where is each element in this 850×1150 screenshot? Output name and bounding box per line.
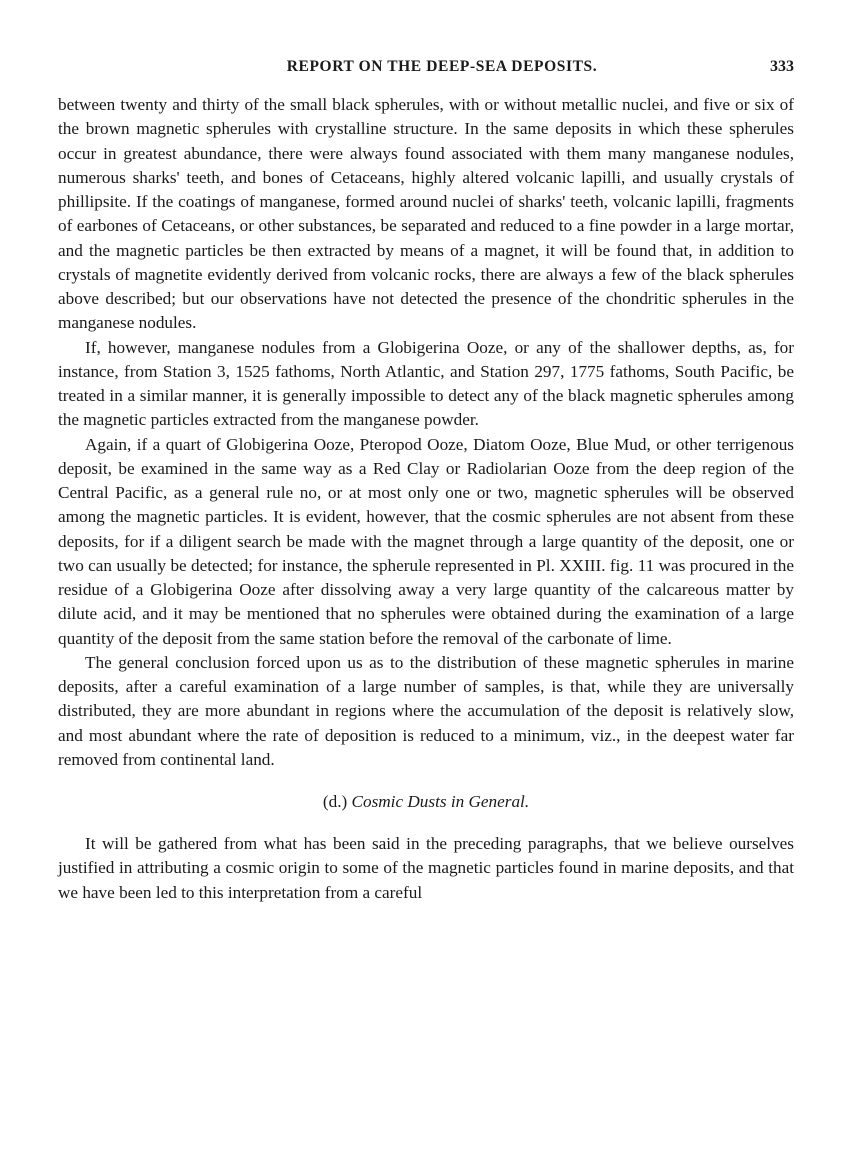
paragraph-manganese-nodules: If, however, manganese nodules from a Globigerina Ooze, or any of the shallower depths, as, for instance, from Station 3, 1525 fathoms, North Atlantic, and Station 297, 1775 fathoms, South Pacific, be treated in a similar manner, it is generally impossible to detect any of the black magnetic spherules among the magnetic particles extracted from the manganese powder. <box>58 337 794 430</box>
paragraph-continued: between twenty and thirty of the small black spherules, with or without metallic nuclei, and five or six of the brown magnetic spherules with crystalline structure. In the same deposits in which these spherules occur in greatest abundance, there were always found associated with them many manganese nodules, numerous sharks' teeth, and bones of Cetaceans, highly altered volcanic lapilli, and usually crystals of phillipsite. If the coatings of manganese, formed around nuclei of sharks' teeth, volcanic lapilli, fragments of earbones of Cetaceans, or other substances, be separated and reduced to a fine powder in a large mortar, and the magnetic particles be then extracted by means of a magnet, it will be found that, in addition to crystals of magnetite evidently derived from volcanic rocks, there are always a few of the black spherules above described; but our observations have not detected the presence of the chondritic spherules in the manganese nodules. <box>58 95 794 333</box>
paragraph-cosmic-dusts: It will be gathered from what has been said in the preceding paragraphs, that we believe ourselves justified in attributing a cosmic origin to some of the magnetic particles found in marine deposits, and that we have been led to this interpretation from a careful <box>58 834 794 902</box>
document-page <box>58 58 794 905</box>
body-text <box>58 93 794 905</box>
page-number: 333 <box>770 58 794 75</box>
paragraph-general-conclusion: The general conclusion forced upon us as to the distribution of these magnetic spherules in marine deposits, after a careful examination of a large number of samples, is that, while they are universally distributed, they are more abundant in regions where the accumulation of the deposit is relatively slow, and most abundant where the rate of deposition is reduced to a minimum, viz., in the deepest water far removed from continental land. <box>58 652 794 769</box>
section-title: Cosmic Dusts in General. <box>351 792 530 811</box>
running-header <box>58 58 794 88</box>
paragraph-globigerina-ooze: Again, if a quart of Globigerina Ooze, Pteropod Ooze, Diatom Ooze, Blue Mud, or other terrigenous deposit, be examined in the same way as a Red Clay or Radiolarian Ooze from the deep region of the Central Pacific, as a general rule no, or at most only one or two, magnetic spherules will be observed among the magnetic particles. It is evident, however, that the cosmic spherules are not absent from these deposits, for if a diligent search be made with the magnet through a large quantity of the deposit, one or two can usually be detected; for instance, the spherule represented in Pl. XXIII. fig. 11 was procured in the residue of a Globigerina Ooze after dissolving away a very large quantity of the calcareous matter by dilute acid, and it may be mentioned that no spherules were obtained during the examination of a large quantity of the deposit from the same station before the removal of the carbonate of lime. <box>58 434 794 648</box>
section-heading <box>58 790 794 814</box>
running-title: REPORT ON THE DEEP-SEA DEPOSITS. <box>286 58 598 75</box>
section-number: (d.) <box>322 792 348 811</box>
